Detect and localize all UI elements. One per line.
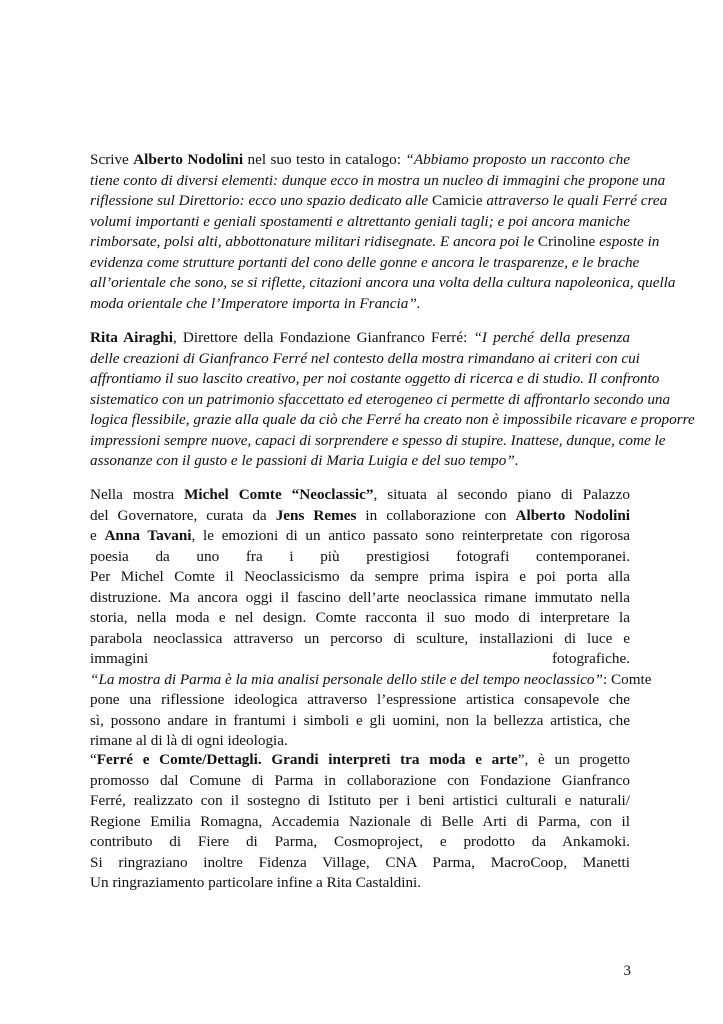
italic-text: esposte in [595,233,660,250]
text-line [90,812,630,833]
text-line [90,390,671,411]
page-number: 3 [623,963,631,979]
italic-text: tiene conto di diversi elementi: dunque ecco in mostra un nucleo di immagini che propone una [90,171,666,189]
italic-text: logica flessibile, grazie alla quale da ciò che Ferré ha creato non è impossibile ricavare e proporre [90,411,695,428]
text-line [90,253,640,274]
text-line [90,791,630,812]
bold-text: Anna Tavani [104,527,192,544]
italic-text: affrontiamo il suo lascito creativo, per noi costante oggetto di ricerca e di studio. Il confronto [90,370,660,387]
text-run: : Comte [602,670,652,688]
text-line [90,690,630,711]
text-run: , le emozioni di un antico passato sono reinterpretate con rigorosa [191,527,630,544]
text-line [90,212,630,233]
text-line [90,349,640,370]
bold-text: Jens Remes [275,506,357,524]
text-line [90,832,630,853]
italic-text: attraverso le quali Ferré crea [482,192,668,209]
italic-text: “I perché della presenza [473,329,631,346]
text-line [90,588,630,609]
text-line [90,191,668,212]
text-run: poesia da uno fra i più prestigiosi fotografi contemporanei. [90,547,630,565]
text-run: Si ringraziano inoltre Fidenza Village, CNA Parma, MacroCoop, Manetti [90,853,630,871]
text-run: immagini fotografiche. [90,650,630,667]
text-line [90,431,666,452]
text-line [90,711,630,732]
text-line [90,670,652,691]
text-run: , Direttore della Fondazione Gianfranco Ferré: [172,329,474,346]
italic-text: “La mostra di Parma è la mia analisi personale dello stile e del tempo neoclassico” [90,670,603,688]
bold-text: Alberto Nodolini [515,506,631,524]
text-line [90,873,630,894]
text-line [90,526,630,547]
text-run: del Governatore, curata da [90,506,276,524]
text-run: rimane al di là di ogni ideologia. [90,732,288,749]
text-line [90,485,630,506]
italic-text: all’orientale che sono, se si riflette, citazioni ancora una volta della cultura napoleonica, quella [90,274,676,291]
text-line [90,731,630,752]
text-run: sì, possono andare in frantumi i simboli e gli uomini, non la bellezza artistica, che [90,711,630,729]
paragraph-nodolini-quote [90,150,676,314]
bold-text: Rita Airaghi [90,329,173,346]
text-run: , situata al secondo piano di Palazzo [373,486,630,503]
italic-text: impressioni sempre nuove, capaci di sorprendere e spesso di stupire. Inattese, dunque, come le [90,431,666,449]
text-run: Nella mostra [90,486,185,503]
text-run: Scrive [90,151,134,168]
text-line [90,853,630,874]
italic-text: assonanze con il gusto e le passioni di Maria Luigia e del suo tempo”. [90,452,519,469]
paragraph-comte-exhibition [90,485,652,752]
text-run: pone una riflessione ideologica attraverso l’espressione artistica consapevole che [90,691,630,708]
text-line [90,171,666,192]
text-run: Per Michel Comte il Neoclassicismo da sempre prima ispira e poi porta alla [90,568,630,585]
italic-text: volumi importanti e geniali spostamenti e altrettanto geniali tagli; e poi ancora maniche [90,212,630,230]
text-line [90,629,630,650]
text-line [90,608,630,629]
text-run: Camicie [431,192,483,209]
text-run: Un ringraziamento particolare infine a Rita Castaldini. [90,874,422,891]
text-line [90,273,676,294]
text-line [90,294,630,315]
bold-text: Michel Comte “Neoclassic” [184,486,374,503]
text-run: ”, è un progetto [517,751,630,768]
text-run: in collaborazione con [356,506,516,524]
bold-text: Ferré e Comte/Dettagli. Grandi interpreti tra moda e arte [96,751,518,768]
text-line [90,150,630,171]
text-line [90,328,630,349]
text-run: storia, nella moda e nel design. Comte racconta il suo modo di interpretare la [90,609,630,626]
text-run: “ [90,751,97,768]
text-line [90,649,630,670]
text-line [90,369,660,390]
text-run: e [90,527,105,544]
italic-text: riflessione sul Direttorio: ecco uno spazio dedicato alle [90,192,432,209]
text-run: Crinoline [537,233,596,250]
italic-text: rimborsate, polsi alti, abbottonature militari ridisegnate. E ancora poi le [90,233,538,250]
text-run: promosso dal Comune di Parma in collaborazione con Fondazione Gianfranco [90,771,630,789]
italic-text: evidenza come strutture portanti del cono delle gonne e ancora le trasparenze, e le brache [90,253,640,271]
text-line [90,547,630,568]
text-line [90,506,630,527]
italic-text: delle creazioni di Gianfranco Ferré nel contesto della mostra rimandano ai criteri con cui [90,349,640,367]
text-run: nel suo testo in catalogo: [243,151,406,168]
text-run: distruzione. Ma ancora oggi il fascino dell’arte neoclassica rimane immutato nella [90,588,630,606]
text-line [90,567,630,588]
text-run: Ferré, realizzato con il sostegno di Istituto per i beni artistici culturali e naturali/ [90,792,630,809]
text-line [90,771,630,792]
text-line [90,750,630,771]
text-line [90,410,695,431]
text-run: Regione Emilia Romagna, Accademia Nazionale di Belle Arti di Parma, con il [90,812,630,830]
bold-text: Alberto Nodolini [133,151,244,168]
text-run: parabola neoclassica attraverso un percorso di sculture, installazioni di luce e [90,629,630,647]
text-line [90,451,630,472]
italic-text: sistematico con un patrimonio sfaccettato ed eterogeneo ci permette di affrontarlo secondo una [90,390,671,408]
paragraph-project-credits [90,750,630,894]
italic-text: “Abbiamo proposto un racconto che [405,151,630,168]
text-line [90,232,660,253]
italic-text: moda orientale che l’Imperatore importa in Francia”. [90,294,421,312]
text-run: contributo di Fiere di Parma, Cosmoproject, e prodotto da Ankamoki. [90,833,630,850]
paragraph-airaghi-quote [90,328,695,472]
